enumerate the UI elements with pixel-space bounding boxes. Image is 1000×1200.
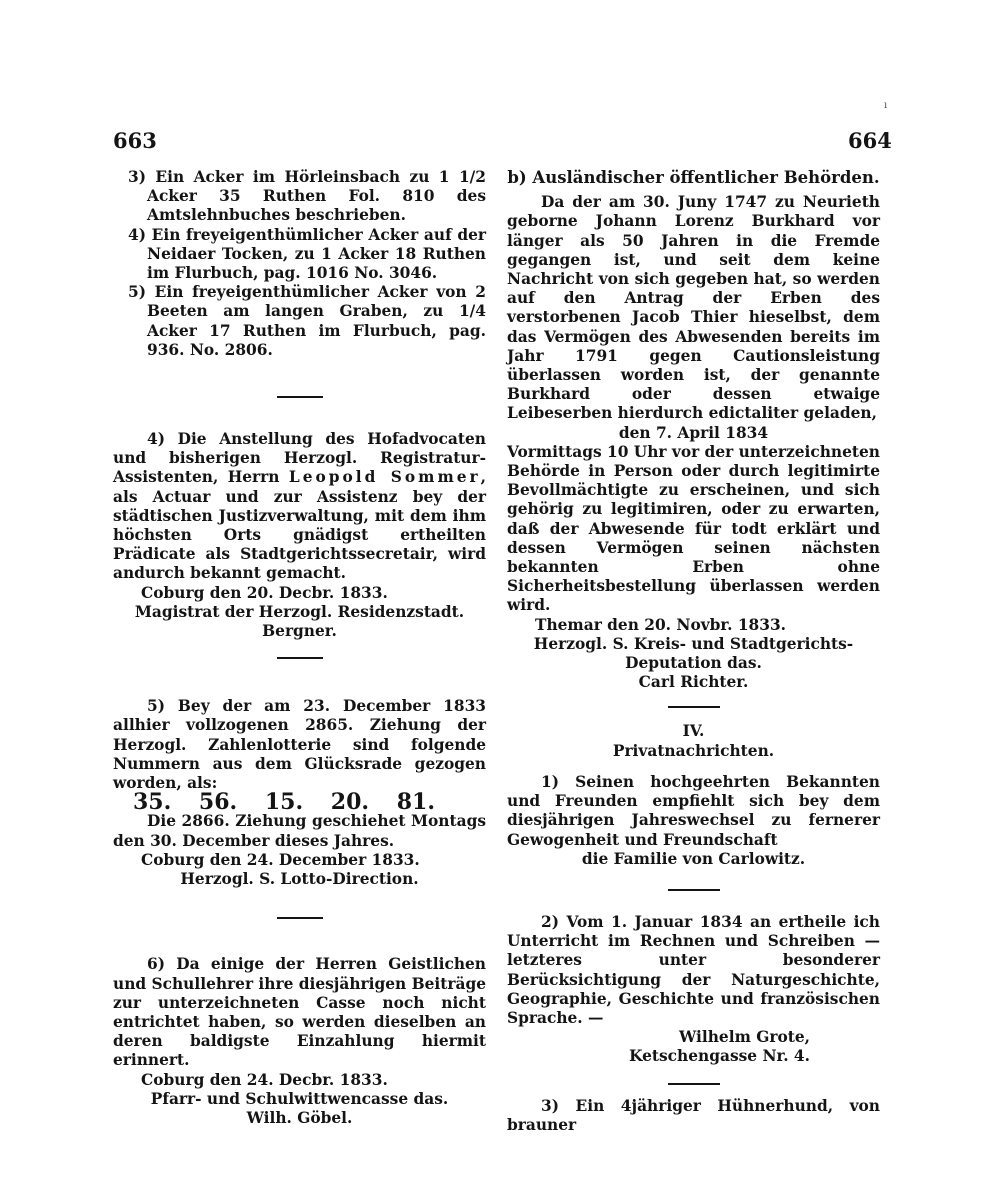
notice-4-authority: Magistrat der Herzogl. Residenzstadt.: [134, 602, 465, 621]
section-b-heading: b) Ausländischer öffentlicher Behörden.: [507, 168, 880, 187]
corner-mark: ı: [884, 100, 888, 111]
notice-4-text: [113, 430, 486, 584]
private-notice-2: 2) Vom 1. Januar 1834 an ertheile ich Unterricht im Rechnen und Schreiben — letzteres unter besonderer Berücksichtigung der Naturgeschichte, Geographie, Geschichte und französischen Sprache. —: [507, 912, 880, 1027]
notice-6-date: Coburg den 24. Decbr. 1833.: [141, 1070, 388, 1089]
notice-6-text: 6) Da einige der Herren Geistlichen und Schullehrer ihre diesjährigen Beiträge zur unterzeichneten Casse noch nicht entrichtet haben, so werden dieselben an deren baldigste Einzahlung hiermit erinnert.: [113, 955, 486, 1070]
notice-6-signature: Wilh. Göbel.: [246, 1108, 353, 1127]
notice-5-next-draw: Die 2866. Ziehung geschiehet Montags den 30. December dieses Jahres.: [113, 812, 486, 850]
lottery-numbers: 35. 56. 15. 20. 81.: [133, 789, 436, 816]
list-item: 4) Ein freyeigenthümlicher Acker auf der Neidaer Tocken, zu 1 Acker 18 Ruthen im Flurbuch, pag. 1016 No. 3046.: [128, 225, 486, 283]
list-item: 5) Ein freyeigenthümlicher Acker von 2 Beeten am langen Graben, zu 1/4 Acker 17 Ruthen im Flurbuch, pag. 936. No. 2806.: [128, 283, 486, 359]
page-number-right: 664: [848, 128, 892, 153]
right-column: [507, 168, 880, 1135]
notice-4-end: , als Actuar und zur Assistenz bey der städtischen Justizverwaltung, mit dem ihm höchsten Orts gnädigst ertheilten Prädicate als Stadtgerichtssecretair, wird andurch bekannt gemacht.: [113, 468, 486, 583]
section-b-signature: Carl Richter.: [638, 673, 749, 692]
notice-4-start: 4) Die Anstellung des Hofadvocaten und bisherigen Herzogl. Registratur-Assistenten, Herrn: [113, 430, 486, 487]
left-column: [113, 168, 486, 1128]
section-b-date: Themar den 20. Novbr. 1833.: [535, 615, 787, 634]
private-notice-2-signature-2: Ketschengasse Nr. 4.: [629, 1047, 810, 1066]
private-notice-1: 1) Seinen hochgeehrten Bekannten und Freunden empfiehlt sich bey dem diesjährigen Jahreswechsel zu fernerer Gewogenheit und Freundschaft: [507, 772, 880, 849]
notice-4-name: Leopold Sommer: [288, 468, 481, 487]
page-number-left: 663: [113, 128, 157, 153]
section-iv-heading: Privatnachrichten.: [612, 741, 775, 760]
notice-5-authority: Herzogl. S. Lotto-Direction.: [180, 870, 419, 889]
private-notice-1-signature: die Familie von Carlowitz.: [581, 849, 806, 868]
notice-5-text: 5) Bey der am 23. December 1833 allhier vollzogenen 2865. Ziehung der Herzogl. Zahlenlotterie sind folgende Nummern aus dem Glücksrade gezogen worden, als:: [113, 697, 486, 793]
notice-5-date: Coburg den 24. December 1833.: [141, 850, 420, 869]
section-iv-number: IV.: [682, 722, 705, 741]
section-b-deadline: den 7. April 1834: [618, 423, 769, 442]
notice-4-date: Coburg den 20. Decbr. 1833.: [141, 583, 388, 602]
notice-4-signature: Bergner.: [262, 622, 337, 641]
notice-6-authority: Pfarr- und Schulwittwencasse das.: [150, 1089, 449, 1108]
private-notice-2-signature-1: Wilhelm Grote,: [679, 1028, 810, 1047]
section-b-authority-2: Deputation das.: [625, 654, 762, 673]
section-b-authority-1: Herzogl. S. Kreis- und Stadtgerichts-: [533, 634, 854, 653]
section-b-text: Da der am 30. Juny 1747 zu Neurieth geborne Johann Lorenz Burkhard vor länger als 50 Jahren in die Fremde gegangen ist, und seit dem keine Nachricht von sich gegeben hat, so werden auf den Antrag der Erben des verstorbenen Jacob Thier hieselbst, dem das Vermögen des Abwesenden bereits im Jahr 1791 gegen Cautionsleistung überlassen worden ist, der genannte Burkhard oder dessen etwaige Leibeserben hierdurch edictaliter geladen,: [507, 193, 880, 423]
section-b-text-2: Vormittags 10 Uhr vor der unterzeichneten Behörde in Person oder durch legitimirte Bevollmächtigte zu erscheinen, und sich gehörig zu legitimiren, oder zu erwarten, daß der Abwesende für todt erklärt und dessen Vermögen seinen nächsten bekannten Erben ohne Sicherheitsbestellung überlassen werden wird.: [507, 442, 880, 615]
private-notice-3: 3) Ein 4jähriger Hühnerhund, von brauner: [507, 1096, 880, 1134]
list-item: 3) Ein Acker im Hörleinsbach zu 1 1/2 Acker 35 Ruthen Fol. 810 des Amtslehnbuches beschrieben.: [128, 168, 486, 225]
